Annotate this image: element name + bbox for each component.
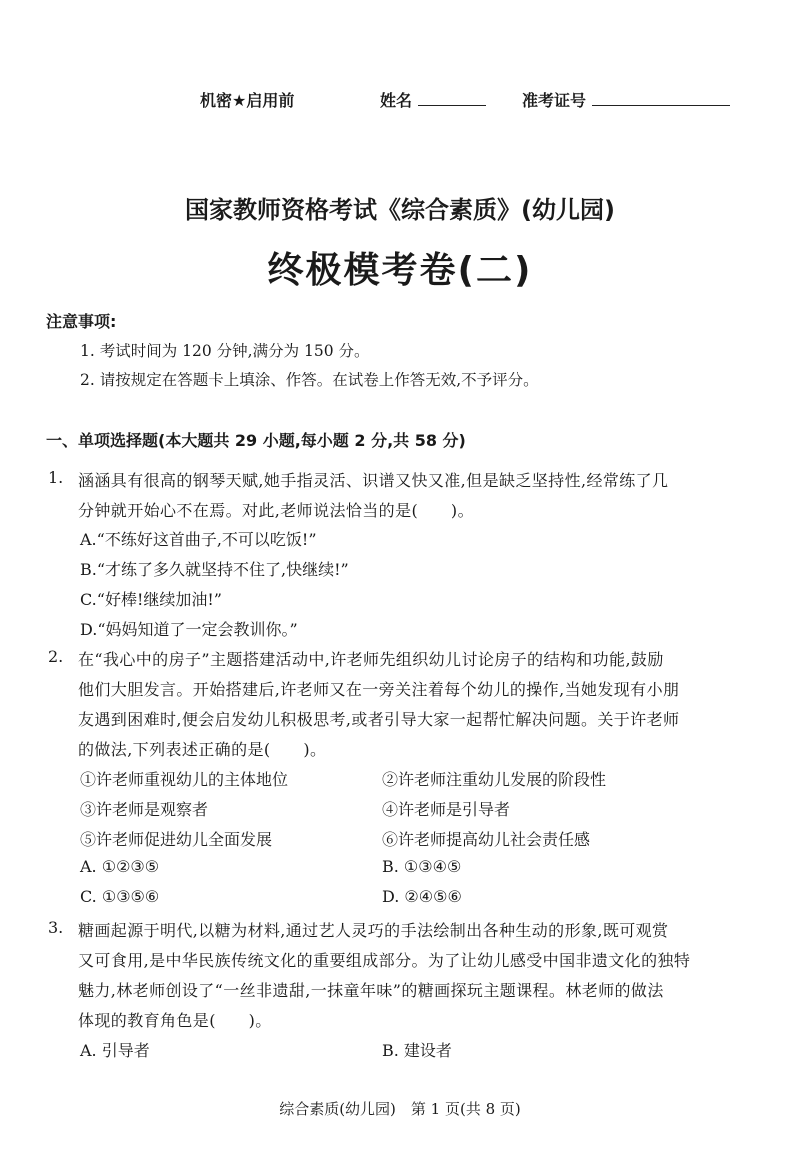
question-text: 魅力,林老师创设了“一丝非遗甜,一抹童年味”的糖画探玩主题课程。林老师的做法 bbox=[78, 981, 664, 1000]
exam-id-label: 准考证号 bbox=[522, 91, 587, 110]
statement-item: ①许老师重视幼儿的主体地位 bbox=[80, 770, 289, 789]
statement-item: ②许老师注重幼儿发展的阶段性 bbox=[382, 770, 607, 789]
option-c: C. ①③⑤⑥ bbox=[80, 887, 160, 906]
exam-title: 国家教师资格考试《综合素质》(幼儿园) bbox=[185, 196, 615, 224]
option-a: A. ①②③⑤ bbox=[80, 857, 160, 876]
question-text: 糖画起源于明代,以糖为材料,通过艺人灵巧的手法绘制出各种生动的形象,既可观赏 bbox=[78, 921, 669, 940]
statement-item: ⑥许老师提高幼儿社会责任感 bbox=[382, 830, 591, 849]
option-a: A. 引导者 bbox=[80, 1041, 150, 1060]
question-text: 涵涵具有很高的钢琴天赋,她手指灵活、识谱又快又准,但是缺乏坚持性,经常练了几 bbox=[78, 471, 669, 490]
question-text: 分钟就开始心不在焉。对此,老师说法恰当的是( )。 bbox=[78, 501, 474, 520]
option-b: B. 建设者 bbox=[382, 1041, 452, 1060]
statement-item: ⑤许老师促进幼儿全面发展 bbox=[80, 830, 273, 849]
note-item: 2. 请按规定在答题卡上填涂、作答。在试卷上作答无效,不予评分。 bbox=[80, 371, 539, 389]
option-d: D. ②④⑤⑥ bbox=[382, 887, 462, 906]
exam-id-blank bbox=[592, 91, 730, 106]
confidential-label: 机密★启用前 bbox=[200, 91, 295, 110]
exam-id-field bbox=[522, 88, 730, 111]
name-label: 姓名 bbox=[380, 91, 413, 110]
question-text: 又可食用,是中华民族传统文化的重要组成部分。为了让幼儿感受中国非遗文化的独特 bbox=[78, 951, 691, 970]
note-item: 1. 考试时间为 120 分钟,满分为 150 分。 bbox=[80, 342, 370, 360]
statement-item: ③许老师是观察者 bbox=[80, 800, 209, 819]
question-text: 在“我心中的房子”主题搭建活动中,许老师先组织幼儿讨论房子的结构和功能,鼓励 bbox=[78, 650, 664, 669]
option-b: B.“才练了多久就坚持不住了,快继续!” bbox=[80, 560, 349, 579]
option-c: C.“好棒!继续加油!” bbox=[80, 590, 222, 609]
question-number: 2. bbox=[48, 647, 64, 666]
option-b: B. ①③④⑤ bbox=[382, 857, 462, 876]
statement-item: ④许老师是引导者 bbox=[382, 800, 511, 819]
question-text: 体现的教育角色是( )。 bbox=[78, 1011, 272, 1030]
exam-subtitle: 终极模考卷(二) bbox=[267, 250, 533, 291]
notes-heading: 注意事项: bbox=[46, 312, 117, 331]
option-a: A.“不练好这首曲子,不可以吃饭!” bbox=[80, 530, 317, 549]
section-heading: 一、单项选择题(本大题共 29 小题,每小题 2 分,共 58 分) bbox=[46, 431, 466, 450]
question-text: 他们大胆发言。开始搭建后,许老师又在一旁关注着每个幼儿的操作,当她发现有小朋 bbox=[78, 680, 680, 699]
question-text: 的做法,下列表述正确的是( )。 bbox=[78, 740, 327, 759]
question-text: 友遇到困难时,便会启发幼儿积极思考,或者引导大家一起帮忙解决问题。关于许老师 bbox=[78, 710, 680, 729]
name-blank bbox=[418, 91, 486, 106]
option-d: D.“妈妈知道了一定会教训你。” bbox=[80, 620, 298, 639]
question-number: 3. bbox=[48, 918, 64, 937]
question-number: 1. bbox=[48, 468, 64, 487]
page-footer: 综合素质(幼儿园) 第 1 页(共 8 页) bbox=[279, 1100, 521, 1118]
name-field bbox=[380, 88, 486, 111]
